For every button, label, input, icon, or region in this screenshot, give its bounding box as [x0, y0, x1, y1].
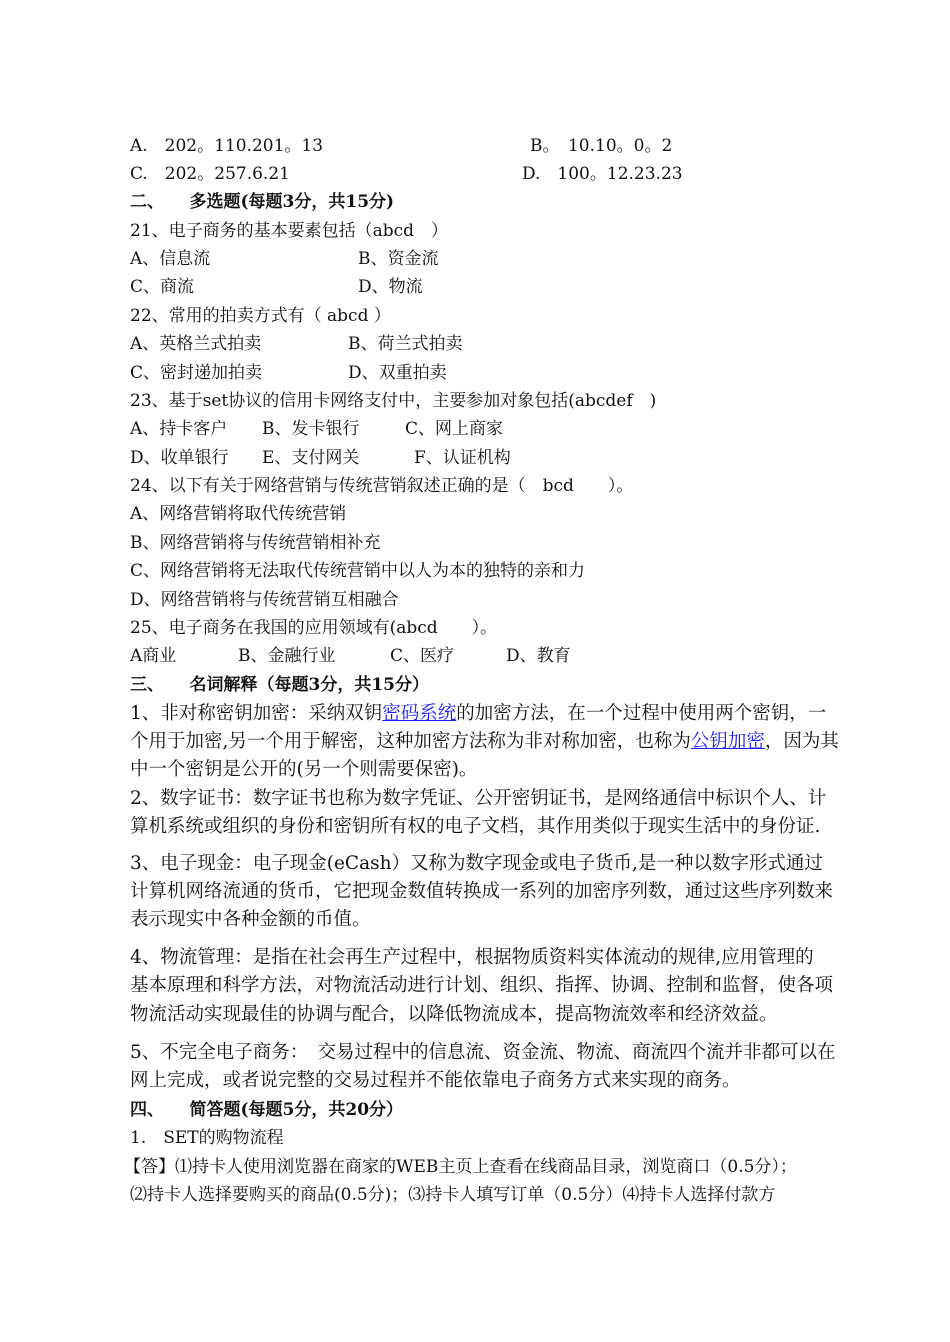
- q23-stem: 23、基于set协议的信用卡网络支付中，主要参加对象包括(abcdef ): [130, 391, 657, 411]
- term2-line2: 算机系统或组织的身份和密钥所有权的电子文档，其作用类似于现实生活中的身份证.: [130, 816, 821, 837]
- term3-line1: 3、电子现金：电子现金(eCash）又称为数字现金或电子货币,是一种以数字形式通过: [130, 853, 823, 874]
- q20-option-a: A. 202。110.201。13: [130, 136, 324, 156]
- q22-option-b: B、荷兰式拍卖: [348, 334, 463, 354]
- term1-text-a: 1、非对称密钥加密：采纳双钥: [130, 703, 383, 724]
- term1-line1: [130, 702, 826, 726]
- q20-options-row1: [130, 135, 323, 157]
- q24-stem: 24、以下有关于网络营销与传统营销叙述正确的是（ bcd ）。: [130, 476, 634, 496]
- section-heading-term-definitions: 三、 名词解释（每题3分，共15分）: [130, 675, 429, 695]
- q20-option-d: D. 100。12.23.23: [522, 164, 683, 184]
- q23-option-d: D、收单银行: [130, 448, 229, 468]
- term2-line1: 2、数字证书：数字证书也称为数字凭证、公开密钥证书，是网络通信中标识个人、计: [130, 788, 827, 809]
- q22-option-c: C、密封递加拍卖: [130, 363, 263, 383]
- q25-option-a: A商业: [130, 646, 177, 666]
- q21-option-b: B、资金流: [358, 249, 439, 269]
- qa1-answer-line2: ⑵持卡人选择要购买的商品(0.5分)；⑶持卡人填写订单（0.5分）⑷持卡人选择付款方: [130, 1185, 776, 1205]
- q25-option-b: B、金融行业: [238, 646, 336, 666]
- term5-line1: 5、不完全电子商务： 交易过程中的信息流、资金流、物流、商流四个流并非都可以在: [130, 1042, 836, 1063]
- q24-option-a: A、网络营销将取代传统营销: [130, 504, 347, 524]
- q23-option-a: A、持卡客户: [130, 419, 228, 439]
- section-heading-multiple-choice: 二、 多选题(每题3分，共15分): [130, 192, 395, 212]
- term3-line2: 计算机网络流通的货币，它把现金数值转换成一系列的加密序列数，通过这些序列数来: [130, 881, 834, 902]
- q20-option-c: C. 202。257.6.21: [130, 164, 290, 184]
- q22-option-a: A、英格兰式拍卖: [130, 334, 262, 354]
- term3-line3: 表示现实中各种金额的币值。: [130, 909, 371, 930]
- q24-option-c: C、网络营销将无法取代传统营销中以人为本的独特的亲和力: [130, 561, 586, 581]
- term1-line3: 中一个密钥是公开的(另一个则需要保密)。: [130, 759, 478, 780]
- term1-text-b: 的加密方法，在一个过程中使用两个密钥，一: [456, 703, 827, 724]
- term1-text-c: 个用于加密,另一个用于解密，这种加密方法称为非对称加密，也称为: [130, 731, 691, 752]
- q23-option-b: B、发卡银行: [262, 419, 360, 439]
- q25-option-d: D、教育: [506, 646, 571, 666]
- section-heading-short-answer: 四、 简答题(每题5分，共20分）: [130, 1100, 404, 1120]
- q21-option-d: D、物流: [358, 277, 423, 297]
- term1-link-cipher-system[interactable]: 密码系统: [382, 703, 457, 724]
- q21-stem: 21、电子商务的基本要素包括（abcd ）: [130, 221, 449, 241]
- q22-stem: 22、常用的拍卖方式有（ abcd ）: [130, 306, 391, 326]
- q21-option-c: C、商流: [130, 277, 195, 297]
- q21-option-a: A、信息流: [130, 249, 211, 269]
- q20-option-b-wrap: [530, 135, 672, 157]
- q25-stem: 25、电子商务在我国的应用领域有(abcd ）。: [130, 618, 498, 638]
- q20-option-b: B。 10.10。0。2: [530, 136, 673, 156]
- q24-option-d: D、网络营销将与传统营销互相融合: [130, 590, 399, 610]
- term5-line2: 网上完成，或者说完整的交易过程并不能依靠电子商务方式来实现的商务。: [130, 1070, 741, 1091]
- q22-option-d: D、双重拍卖: [348, 363, 447, 383]
- term4-line3: 物流活动实现最佳的协调与配合，以降低物流成本，提高物流效率和经济效益。: [130, 1004, 778, 1025]
- term1-line2: [130, 730, 839, 754]
- qa1-answer-line1: 【答】⑴持卡人使用浏览器在商家的WEB主页上查看在线商品目录，浏览商口（0.5分）；: [124, 1157, 797, 1177]
- term1-text-d: ，因为其: [764, 731, 839, 752]
- term1-link-public-key[interactable]: 公钥加密: [690, 731, 765, 752]
- q20-option-d-wrap: [522, 163, 683, 185]
- q24-option-b: B、网络营销将与传统营销相补充: [130, 533, 381, 553]
- q23-option-f: F、认证机构: [414, 448, 511, 468]
- qa1-stem: 1. SET的购物流程: [130, 1128, 284, 1148]
- term4-line1: 4、物流管理：是指在社会再生产过程中，根据物质资料实体流动的规律,应用管理的: [130, 947, 814, 968]
- q25-option-c: C、医疗: [390, 646, 455, 666]
- q20-options-row2: [130, 163, 290, 185]
- term4-line2: 基本原理和科学方法，对物流活动进行计划、组织、指挥、协调、控制和监督，使各项: [130, 975, 834, 996]
- q23-option-e: E、支付网关: [262, 448, 360, 468]
- q23-option-c: C、网上商家: [405, 419, 504, 439]
